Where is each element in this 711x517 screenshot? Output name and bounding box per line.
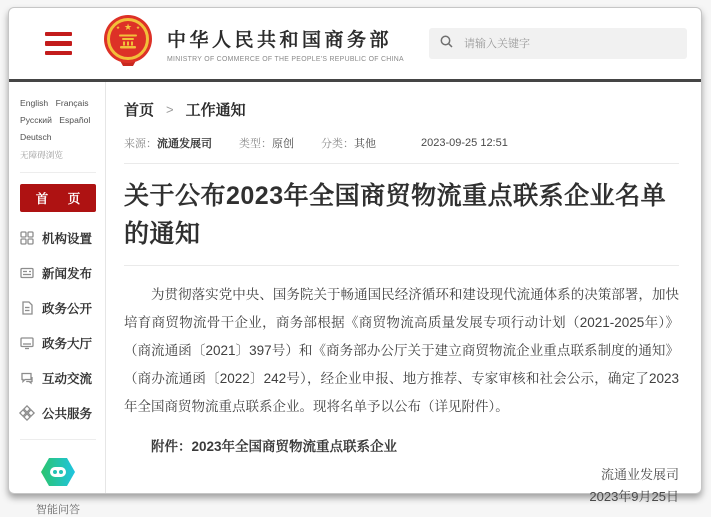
site-subtitle: MINISTRY OF COMMERCE OF THE PEOPLE'S REPUBLIC OF CHINA bbox=[167, 55, 404, 63]
attachment-label: 附件： bbox=[151, 438, 192, 454]
language-deutsch[interactable]: Deutsch bbox=[20, 132, 52, 142]
svg-text:★: ★ bbox=[115, 25, 121, 30]
svg-text:★: ★ bbox=[123, 22, 133, 32]
accessibility-link[interactable]: 无障碍浏览 bbox=[20, 150, 63, 160]
attachment-link[interactable] bbox=[124, 435, 679, 455]
signature-block bbox=[124, 464, 679, 508]
meta-source-label: 来源： bbox=[124, 138, 157, 150]
language-francais[interactable]: Français bbox=[55, 98, 89, 108]
breadcrumb-separator-icon: > bbox=[166, 102, 174, 117]
meta-source-value: 流通发展司 bbox=[157, 138, 212, 150]
article-meta bbox=[124, 135, 679, 151]
language-espanol[interactable]: Español bbox=[59, 115, 91, 125]
language-russian[interactable]: Русский bbox=[20, 115, 52, 125]
meta-category-label: 分类： bbox=[321, 138, 354, 150]
sidebar-item-label: 公共服务 bbox=[42, 407, 93, 421]
title-divider bbox=[124, 265, 679, 266]
sidebar-item-orgs[interactable] bbox=[20, 229, 96, 247]
smart-qa-label: 智能问答 bbox=[36, 504, 80, 516]
meta-type-value: 原创 bbox=[272, 138, 294, 150]
signature-date: 2023年9月25日 bbox=[589, 488, 679, 504]
main-content bbox=[106, 82, 701, 504]
meta-datetime: 2023-09-25 12:51 bbox=[421, 137, 508, 149]
article-paragraph: 为贯彻落实党中央、国务院关于畅通国民经济循环和建设现代流通体系的决策部署，加快培育商贸物流骨干企业，商务部根据《商贸物流高质量发展专项行动计划（2021-2025年）》（商流通函〔2021〕397号）和《商务部办公厅关于建立商贸物流企业重点联系制度的通知》（商办流通函〔2022〕242号），经企业申报、地方推荐、专家审核和社会公示，确定了2023年全国商贸物流重点联系企业。现将名单予以公布（详见附件）。 bbox=[124, 287, 679, 414]
meta-type-label: 类型： bbox=[239, 138, 272, 150]
svg-text:★: ★ bbox=[135, 25, 141, 30]
meta-divider bbox=[124, 163, 679, 164]
sidebar-item-interaction[interactable] bbox=[20, 369, 96, 387]
sidebar-item-home[interactable]: 首 页 bbox=[20, 184, 96, 212]
sidebar-item-label: 机构设置 bbox=[42, 232, 93, 246]
meta-category-value: 其他 bbox=[354, 138, 376, 150]
site-logo[interactable] bbox=[102, 14, 404, 73]
sidebar-item-label: 政务大厅 bbox=[42, 337, 93, 351]
breadcrumb bbox=[124, 99, 679, 120]
search-box[interactable] bbox=[429, 28, 687, 59]
breadcrumb-current[interactable]: 工作通知 bbox=[185, 102, 246, 119]
breadcrumb-home[interactable]: 首页 bbox=[124, 102, 155, 119]
sidebar-item-gov-hall[interactable] bbox=[20, 334, 96, 352]
document-icon bbox=[20, 301, 34, 315]
signature-department: 流通业发展司 bbox=[600, 466, 679, 482]
chat-icon bbox=[20, 371, 34, 385]
sidebar-item-news[interactable] bbox=[20, 264, 96, 282]
attachment-title[interactable]: 2023年全国商贸物流重点联系企业 bbox=[191, 438, 398, 454]
monitor-icon bbox=[20, 336, 34, 350]
service-icon bbox=[20, 406, 34, 420]
sidebar bbox=[9, 82, 106, 516]
site-header bbox=[9, 8, 701, 79]
sidebar-divider bbox=[20, 172, 96, 173]
language-switcher bbox=[20, 95, 96, 146]
news-icon bbox=[20, 266, 34, 280]
robot-chat-icon bbox=[38, 476, 78, 493]
sidebar-item-label: 新闻发布 bbox=[42, 267, 93, 281]
site-title: 中华人民共和国商务部 bbox=[167, 29, 393, 51]
sidebar-item-label: 互动交流 bbox=[42, 372, 93, 386]
article-title: 关于公布2023年全国商贸物流重点联系企业名单的通知 bbox=[124, 182, 667, 248]
language-english[interactable]: English bbox=[20, 98, 49, 108]
sidebar-item-label: 政务公开 bbox=[42, 302, 93, 316]
national-emblem-icon bbox=[102, 14, 154, 73]
hamburger-menu-icon[interactable] bbox=[45, 32, 72, 56]
sidebar-item-public-service[interactable] bbox=[20, 404, 96, 422]
page-card bbox=[8, 7, 702, 516]
smart-qa-widget[interactable] bbox=[20, 439, 96, 517]
search-icon[interactable] bbox=[440, 35, 453, 53]
sidebar-item-gov-info[interactable] bbox=[20, 299, 96, 317]
org-grid-icon bbox=[20, 231, 34, 245]
search-input[interactable] bbox=[462, 37, 676, 51]
